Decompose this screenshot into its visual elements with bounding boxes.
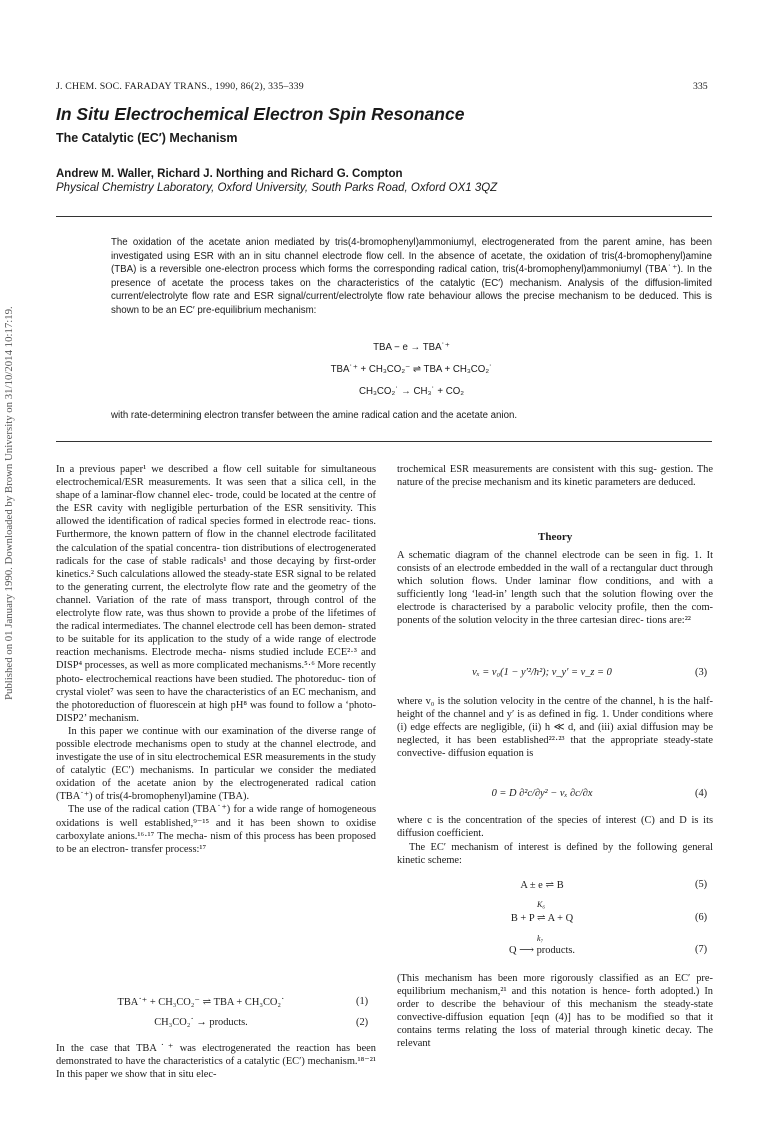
equation-4: 0 = D ∂²c/∂y² − vₓ ∂c/∂x [491, 788, 593, 799]
article-subtitle: The Catalytic (EC′) Mechanism [56, 131, 238, 145]
equation-2-number: (2) [356, 1017, 369, 1028]
theory-paragraph-4: The EC′ mechanism of interest is defined by the following general kinetic scheme: [397, 842, 713, 867]
theory-paragraph-5: (This mechanism has been more rigorously classified as an EC′ pre-equilibrium mechanism,²¹ and this notation is hence- forth adopted.) In order to describe the behaviour of this mechanism the steady-state convective-diffusion equation [eqn (4)] has to be modified so that it contains terms relating the loss of material through kinetic decay. The relevant [397, 973, 714, 1050]
abstract-text: The oxidation of the acetate anion mediated by tris(4-bromophenyl)ammoniumyl, electrogenerated from the parent amine, has been investigated using ESR with an in situ channel electrode flow cell. In the absence of acetate, the oxidation of tris(4-bromophenyl)amine (TBA) is a reversible one-electron process which forms the corresponding radical cation, tris(4-bromophenyl)ammoniumyl (TBA˙⁺). In the presence of acetate the process takes on the characteristics of the catalytic (EC′) mechanism. Analysis of the diffusion-limited current/electrolyte flow rate and ESR signal/current/electrolyte flow rate behaviour allows the precise mechanism to be deduced. This is shown to be an EC′ pre-equilibrium mechanism: [111, 237, 712, 316]
theory-paragraph-3: where c is the concentration of the species of interest (C) and D is its diffusion coefficient. [397, 815, 713, 840]
affiliation: Physical Chemistry Laboratory, Oxford University, South Parks Road, Oxford OX1 3QZ [56, 182, 498, 194]
equation-2: CH₃CO₂˙ → products. [154, 1017, 248, 1028]
equation-7-constant: k₇ [537, 934, 544, 943]
intro-paragraph-4: In the case that TBA˙⁺ was electrogenerated the reaction has been demonstrated to have the characteristics of a catalytic (EC′) mechanism.¹⁸⁻²¹ In this paper we show that in situ elec- [56, 1043, 376, 1081]
authors: Andrew M. Waller, Richard J. Northing and Richard G. Compton [56, 168, 403, 180]
abstract-equation-2: TBA˙⁺ + CH₃CO₂⁻ ⇌ TBA + CH₃CO₂˙ [330, 364, 493, 375]
equation-7-number: (7) [695, 944, 708, 955]
abstract-equation-1: TBA − e → TBA˙⁺ [373, 342, 450, 353]
download-notice [3, 306, 15, 701]
top-rule [56, 216, 712, 217]
equation-6-constant: K₆ [537, 900, 546, 909]
equation-5-number: (5) [695, 879, 708, 890]
left-column-body [56, 463, 376, 856]
right-column-intro: trochemical ESR measurements are consistent with this sug- gestion. The nature of the precise mechanism and its kinetic parameters are deduced. [397, 464, 713, 489]
intro-paragraph-1: In a previous paper¹ we described a flow cell suitable for simultaneous electrochemical/ESR measurements. It was seen that a silica cell, in the shape of a laminar-flow channel elec- trode, could be located at the centre of the ESR cavity with negligible perturbation of the ESR sensitivity. This allowed the identification of radical species formed in electrode reac- tions. Furthermore, the known pattern of flow in the channel electrode facilitated the calculation of the spatial concentra- tion distributions of electrogenerated radicals for the case of stable radicals¹ and those decaying by first-order kinetics.² Such calculations allowed the steady-state ESR signal to be related to the generating current, the electrolyte flow rate and the geometry of the channel. Variation of the rate of mass transport, through control of the electrolyte flow rate, was thus shown to provide a probe of the lifetimes of the radical intermediates. The channel electrode cell has been demon- strated to be suitable for its application to the study of a wide range of electrode reaction mechanisms. Electrode mecha- nisms studied include ECE²·³ and DISP⁴ processes, as well as more complicated mechanisms.⁵·⁶ More recently photo- electrochemical reactions have been studied. The photoreduc- tion of crystal violet⁷ was seen to have the characteristics of an EC mechanism, and the photoreduction of fluorescein at high pH⁸ was found to follow a ‘photo-DISP2’ mechanism. [56, 464, 377, 724]
equation-6: B + P ⇌ A + Q [510, 913, 574, 924]
equation-6-number: (6) [695, 912, 708, 923]
equation-3: vₓ = v₀(1 − y′²/h²); v_y′ = v_z = 0 [472, 667, 612, 678]
intro-paragraph-3: The use of the radical cation (TBA˙⁺) for a wide range of homogeneous oxidations is well established,⁹⁻¹⁵ and it has been shown to oxidise carboxylate anions.¹⁶·¹⁷ The mecha- nism of this process has been proposed to be an electron- transfer process:¹⁷ [56, 804, 376, 855]
abstract-conclusion: with rate-determining electron transfer between the amine radical cation and the acetate anion. [111, 410, 518, 421]
intro-paragraph-2: In this paper we continue with our examination of the diverse range of possible electrode mechanisms open to study at the channel electrode, and investigate the use of in situ electrochemical ESR measurements in the study of catalytic (EC′) mechanisms. In particular we consider the mediated oxidation of the acetate anion by the electrogenerated radical cation (TBA˙⁺) of tris(4-bromophenyl)amine (TBA). [56, 725, 376, 803]
journal-citation: J. CHEM. SOC. FARADAY TRANS., 1990, 86(2), 335–339 [56, 81, 304, 92]
download-notice-text: Published on 01 January 1990. Downloaded by Brown University on 31/10/2014 10:17:19. [3, 306, 15, 700]
equation-7: Q ⟶ products. [509, 945, 575, 956]
section-heading-theory: Theory [538, 531, 573, 543]
equation-3-number: (3) [695, 667, 708, 678]
page-number: 335 [693, 81, 708, 92]
equation-5: A ± e ⇌ B [520, 880, 564, 891]
equation-1-number: (1) [356, 996, 369, 1007]
article-title: In Situ Electrochemical Electron Spin Resonance [56, 104, 465, 124]
abstract-rule [56, 441, 712, 442]
theory-paragraph-2: where v₀ is the solution velocity in the centre of the channel, h is the half-height of the channel and y′ is as defined in fig. 1. Under conditions where (i) edge effects are negligible, (ii) h ≪ d, and (iii) axial diffusion may be neglected, it has been established²²·²³ that the appropriate steady-state convective- diffusion equation is [397, 696, 713, 760]
equation-4-number: (4) [695, 788, 708, 799]
theory-paragraph-1: A schematic diagram of the channel electrode can be seen in fig. 1. It consists of an electrode embedded in the wall of a rectangular duct through which solution flows. Under laminar flow conditions, and with a sufficiently long ‘lead-in’ length such that the solution flowing over the electrode is characterised by a parabolic velocity profile, then the com- ponents of the solution velocity in the three cartesian direc- tions are:²² [397, 550, 714, 627]
equation-1: TBA˙⁺ + CH₃CO₂⁻ ⇌ TBA + CH₃CO₂˙ [117, 997, 285, 1008]
abstract-equation-3: CH₃CO₂˙ → CH₃˙ + CO₂ [358, 386, 465, 397]
